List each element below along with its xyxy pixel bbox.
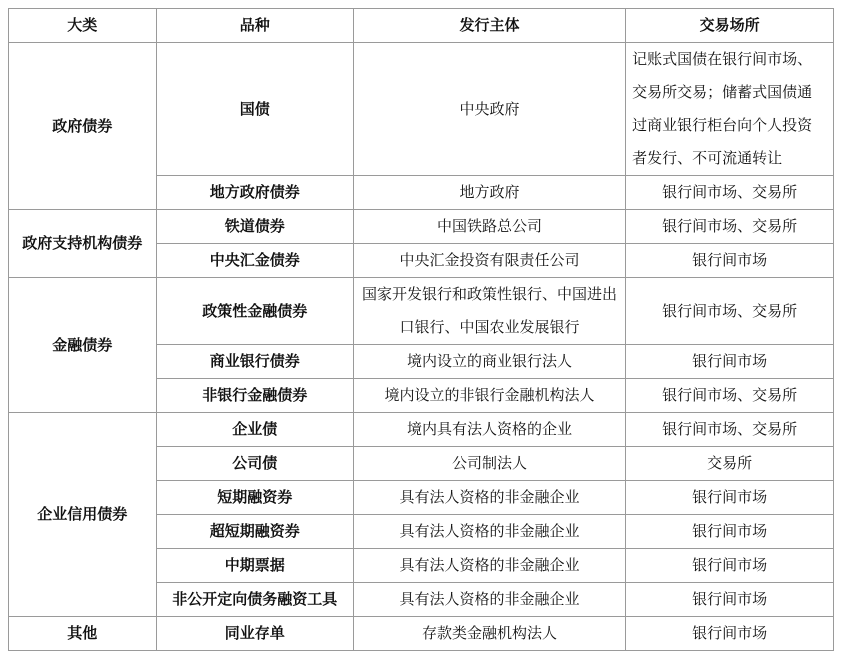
variety-cell: 地方政府债券 [156, 176, 353, 210]
category-cell: 政府支持机构债券 [9, 210, 157, 278]
issuer-cell: 地方政府 [353, 176, 625, 210]
variety-cell: 铁道债券 [156, 210, 353, 244]
variety-cell: 非公开定向债务融资工具 [156, 583, 353, 617]
venue-cell: 交易所 [626, 447, 834, 481]
variety-cell: 短期融资券 [156, 481, 353, 515]
issuer-cell: 境内具有法人资格的企业 [353, 413, 625, 447]
header-venue: 交易场所 [626, 9, 834, 43]
venue-cell: 银行间市场、交易所 [626, 176, 834, 210]
issuer-cell: 中国铁路总公司 [353, 210, 625, 244]
issuer-cell: 具有法人资格的非金融企业 [353, 583, 625, 617]
variety-cell: 中央汇金债券 [156, 244, 353, 278]
category-cell: 其他 [9, 617, 157, 651]
issuer-cell: 具有法人资格的非金融企业 [353, 481, 625, 515]
bond-classification-table [8, 8, 834, 651]
venue-cell: 银行间市场 [626, 549, 834, 583]
category-cell: 政府债券 [9, 43, 157, 210]
table-row [9, 617, 834, 651]
variety-cell: 公司债 [156, 447, 353, 481]
variety-cell: 超短期融资券 [156, 515, 353, 549]
table-row [9, 278, 834, 345]
venue-cell: 银行间市场 [626, 515, 834, 549]
variety-cell: 非银行金融债券 [156, 379, 353, 413]
table-row [9, 210, 834, 244]
category-cell: 企业信用债券 [9, 413, 157, 617]
venue-cell: 银行间市场、交易所 [626, 210, 834, 244]
venue-cell: 银行间市场、交易所 [626, 278, 834, 345]
venue-cell: 银行间市场 [626, 345, 834, 379]
category-cell: 金融债券 [9, 278, 157, 413]
variety-cell: 政策性金融债券 [156, 278, 353, 345]
variety-cell: 中期票据 [156, 549, 353, 583]
variety-cell: 同业存单 [156, 617, 353, 651]
issuer-cell: 存款类金融机构法人 [353, 617, 625, 651]
venue-cell: 记账式国债在银行间市场、交易所交易；储蓄式国债通过商业银行柜台向个人投资者发行、不可流通转让 [626, 43, 834, 176]
variety-cell: 企业债 [156, 413, 353, 447]
table-row [9, 43, 834, 176]
issuer-cell: 境内设立的商业银行法人 [353, 345, 625, 379]
issuer-cell: 境内设立的非银行金融机构法人 [353, 379, 625, 413]
issuer-cell: 公司制法人 [353, 447, 625, 481]
venue-cell: 银行间市场 [626, 583, 834, 617]
venue-cell: 银行间市场 [626, 481, 834, 515]
venue-cell: 银行间市场、交易所 [626, 379, 834, 413]
issuer-cell: 中央政府 [353, 43, 625, 176]
header-issuer: 发行主体 [353, 9, 625, 43]
table-row [9, 413, 834, 447]
venue-cell: 银行间市场 [626, 244, 834, 278]
issuer-cell: 中央汇金投资有限责任公司 [353, 244, 625, 278]
variety-cell: 商业银行债券 [156, 345, 353, 379]
variety-cell: 国债 [156, 43, 353, 176]
venue-cell: 银行间市场、交易所 [626, 413, 834, 447]
header-category: 大类 [9, 9, 157, 43]
venue-cell: 银行间市场 [626, 617, 834, 651]
issuer-cell: 具有法人资格的非金融企业 [353, 515, 625, 549]
issuer-cell: 具有法人资格的非金融企业 [353, 549, 625, 583]
header-variety: 品种 [156, 9, 353, 43]
header-row [9, 9, 834, 43]
issuer-cell: 国家开发银行和政策性银行、中国进出口银行、中国农业发展银行 [353, 278, 625, 345]
